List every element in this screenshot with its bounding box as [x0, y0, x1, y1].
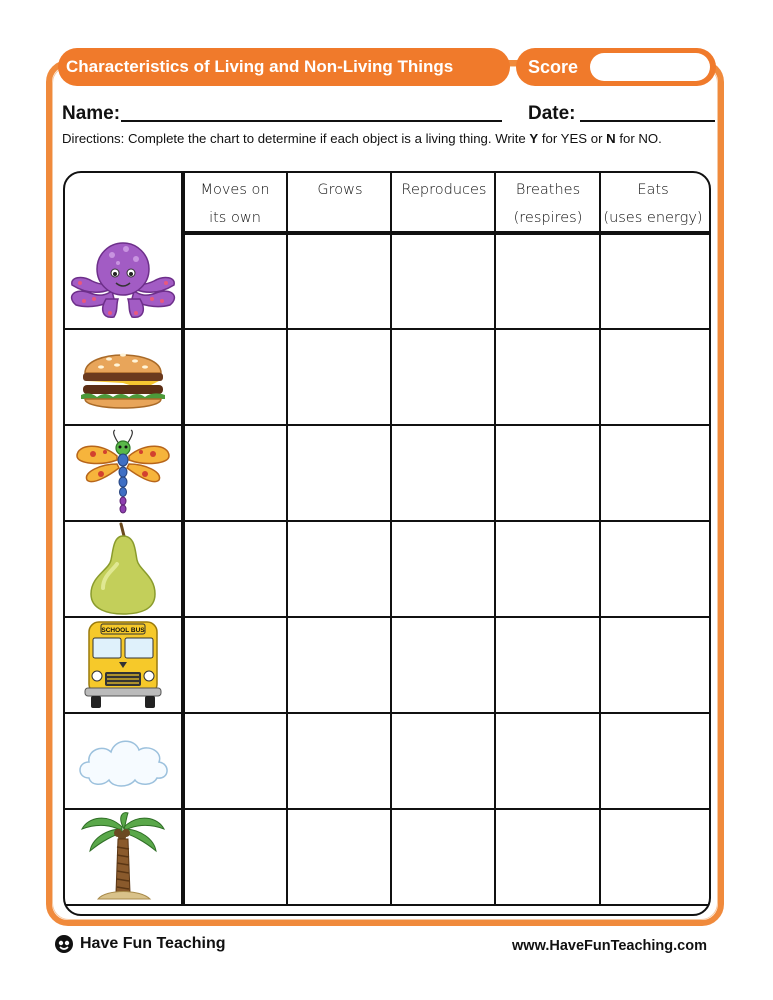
column-divider: [390, 173, 392, 904]
date-field[interactable]: [580, 120, 715, 122]
directions: Directions: Complete the chart to determine if each object is a living thing. Write Y for YES or N for NO.: [62, 131, 662, 146]
school-bus-icon: [66, 618, 180, 712]
column-divider: [181, 173, 185, 904]
footer-url[interactable]: www.HaveFunTeaching.com: [512, 938, 707, 954]
name-field[interactable]: [121, 120, 502, 122]
svg-text:SCHOOL BUS: SCHOOL BUS: [101, 627, 145, 634]
column-header-reproduces: Reproduces: [401, 182, 487, 198]
score-banner: [516, 48, 716, 86]
score-field[interactable]: [590, 53, 710, 81]
column-divider: [599, 173, 601, 904]
column-header-grows: Grows: [317, 182, 363, 198]
column-header-eats: Eats (uses energy): [603, 182, 703, 226]
column-divider: [286, 173, 288, 904]
worksheet-title: Characteristics of Living and Non-Living Things: [58, 48, 510, 86]
brand-icon: [54, 934, 74, 954]
pear-icon: [66, 522, 180, 616]
row-divider: [65, 904, 709, 906]
hamburger-icon: [66, 330, 180, 424]
octopus-icon: [66, 234, 180, 328]
cloud-icon: [66, 714, 180, 808]
column-divider: [494, 173, 496, 904]
date-label: Date:: [528, 103, 576, 124]
palm-tree-icon: [66, 810, 180, 904]
brand-name: Have Fun Teaching: [80, 935, 226, 952]
column-header-moves: Moves on its own: [200, 182, 270, 226]
dragonfly-icon: [66, 426, 180, 520]
brand-logo: [54, 934, 226, 954]
column-header-breathes: Breathes (respires): [513, 182, 583, 226]
score-label: Score: [528, 57, 579, 77]
name-label: Name:: [62, 103, 121, 124]
